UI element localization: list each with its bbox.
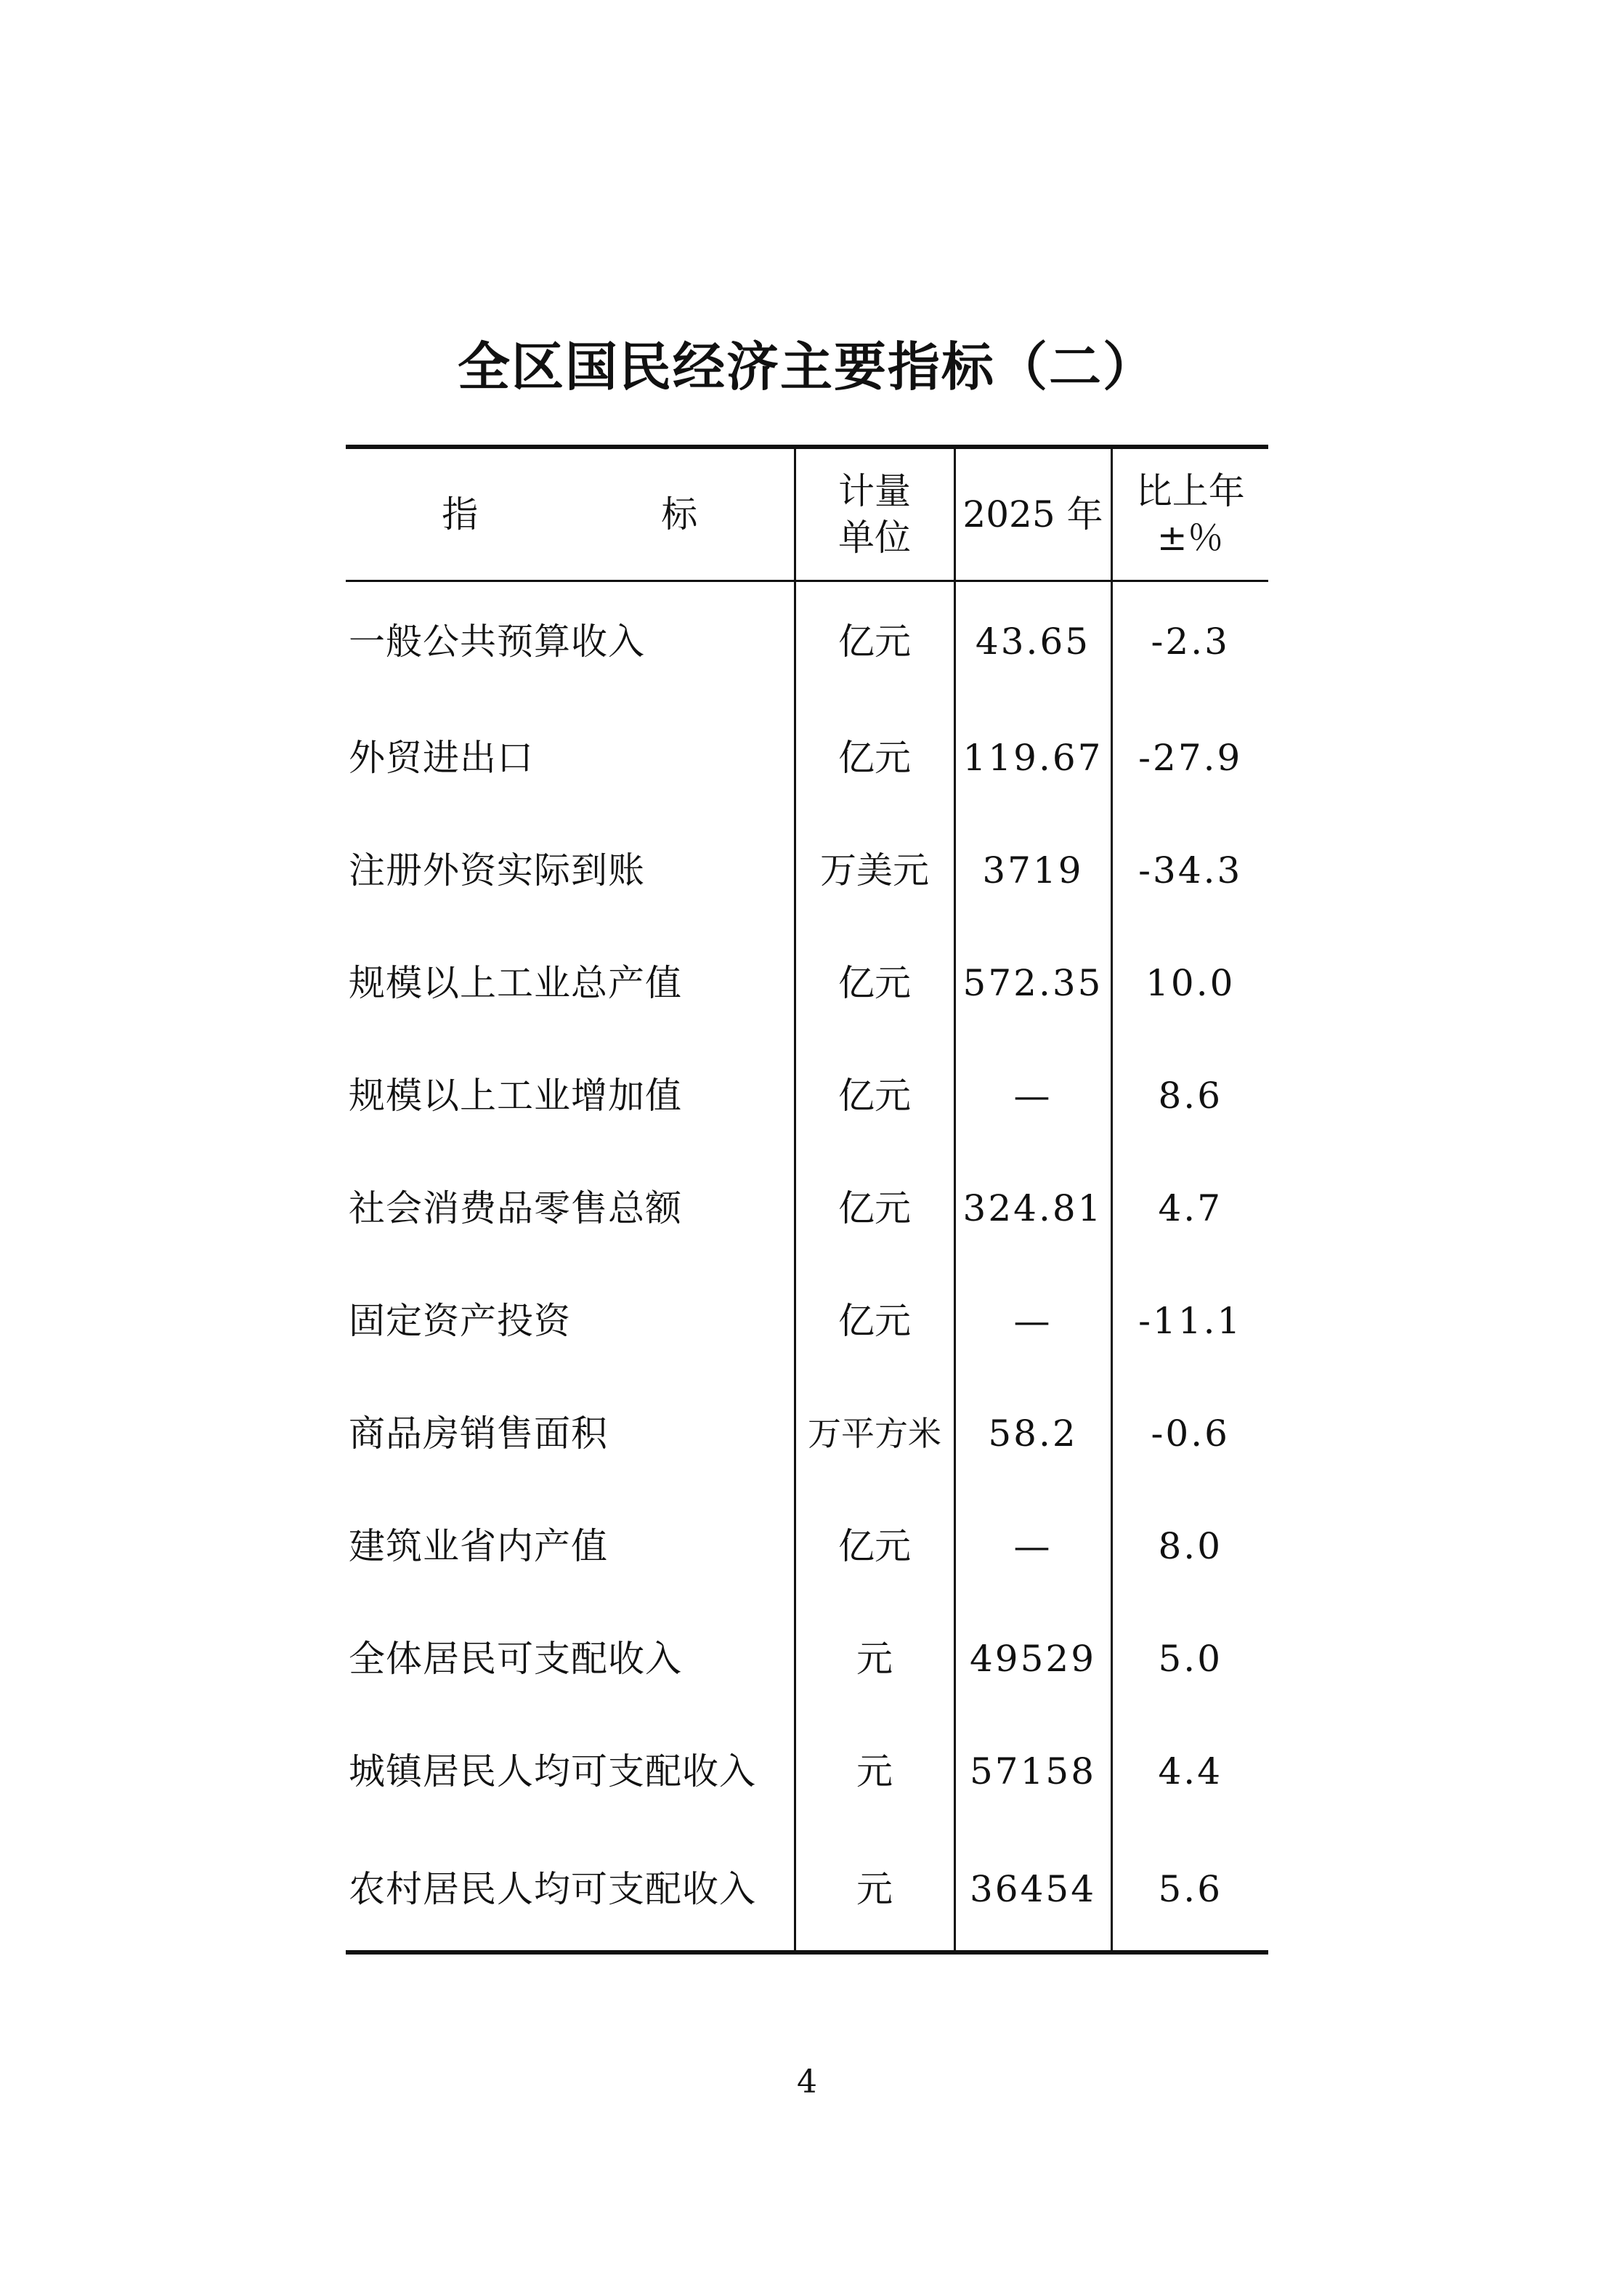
table-row bbox=[346, 1715, 1268, 1828]
row-change-percent: -11.1 bbox=[1111, 1265, 1268, 1378]
row-change-percent: -34.3 bbox=[1111, 814, 1268, 927]
table-row bbox=[346, 1603, 1268, 1715]
row-unit: 元 bbox=[795, 1828, 954, 1952]
row-value-2025: — bbox=[954, 1040, 1111, 1152]
page-title: 全区国民经济主要指标（二） bbox=[457, 336, 1156, 397]
table-row bbox=[346, 1490, 1268, 1603]
table-row bbox=[346, 1828, 1268, 1952]
row-change-percent: 5.0 bbox=[1111, 1603, 1268, 1715]
table-row bbox=[346, 1265, 1268, 1378]
row-unit: 亿元 bbox=[795, 702, 954, 814]
table-header-row bbox=[346, 447, 1268, 581]
row-indicator-name: 固定资产投资 bbox=[349, 1300, 571, 1342]
row-value-2025: 57158 bbox=[954, 1715, 1111, 1828]
row-change-percent: 4.7 bbox=[1111, 1152, 1268, 1265]
row-change-percent: 4.4 bbox=[1111, 1715, 1268, 1828]
table-row bbox=[346, 1040, 1268, 1152]
row-unit: 亿元 bbox=[795, 581, 954, 703]
table-row bbox=[346, 814, 1268, 927]
row-value-2025: 119.67 bbox=[954, 702, 1111, 814]
header-unit: 计量 单位 bbox=[795, 447, 954, 581]
table-row bbox=[346, 1152, 1268, 1265]
row-indicator-name: 规模以上工业增加值 bbox=[349, 1075, 682, 1117]
row-change-percent: 10.0 bbox=[1111, 927, 1268, 1040]
row-value-2025: 324.81 bbox=[954, 1152, 1111, 1265]
row-indicator-name: 建筑业省内产值 bbox=[349, 1525, 608, 1567]
row-unit: 亿元 bbox=[795, 927, 954, 1040]
row-indicator-name: 农村居民人均可支配收入 bbox=[349, 1868, 756, 1910]
row-change-percent: 8.6 bbox=[1111, 1040, 1268, 1152]
row-value-2025: 43.65 bbox=[954, 581, 1111, 703]
row-change-percent: -0.6 bbox=[1111, 1378, 1268, 1490]
row-value-2025: — bbox=[954, 1265, 1111, 1378]
row-value-2025: 3719 bbox=[954, 814, 1111, 927]
header-indicator: 指 标 bbox=[346, 447, 795, 581]
header-change: 比上年 ±％ bbox=[1111, 447, 1268, 581]
row-indicator-name: 城镇居民人均可支配收入 bbox=[349, 1750, 756, 1792]
row-value-2025: — bbox=[954, 1490, 1111, 1603]
row-value-2025: 49529 bbox=[954, 1603, 1111, 1715]
indicator-table-container bbox=[346, 445, 1268, 1955]
row-value-2025: 572.35 bbox=[954, 927, 1111, 1040]
table-row bbox=[346, 581, 1268, 703]
row-unit: 万美元 bbox=[795, 814, 954, 927]
row-indicator-name: 全体居民可支配收入 bbox=[349, 1638, 682, 1680]
row-indicator-name: 商品房销售面积 bbox=[349, 1412, 608, 1455]
row-unit: 亿元 bbox=[795, 1152, 954, 1265]
row-indicator-name: 注册外资实际到账 bbox=[349, 849, 645, 892]
row-change-percent: -27.9 bbox=[1111, 702, 1268, 814]
page-number: 4 bbox=[797, 2063, 817, 2101]
row-unit: 元 bbox=[795, 1603, 954, 1715]
row-unit: 亿元 bbox=[795, 1490, 954, 1603]
header-year: 2025 年 bbox=[954, 447, 1111, 581]
row-value-2025: 36454 bbox=[954, 1828, 1111, 1952]
table-row bbox=[346, 1378, 1268, 1490]
row-indicator-name: 一般公共预算收入 bbox=[349, 621, 645, 663]
row-unit: 亿元 bbox=[795, 1040, 954, 1152]
row-unit: 万平方米 bbox=[795, 1378, 954, 1490]
row-unit: 元 bbox=[795, 1715, 954, 1828]
row-indicator-name: 外贸进出口 bbox=[349, 737, 534, 779]
table-row bbox=[346, 927, 1268, 1040]
row-change-percent: -2.3 bbox=[1111, 581, 1268, 703]
indicator-table bbox=[346, 445, 1268, 1955]
row-value-2025: 58.2 bbox=[954, 1378, 1111, 1490]
table-row bbox=[346, 702, 1268, 814]
row-indicator-name: 社会消费品零售总额 bbox=[349, 1187, 682, 1229]
row-change-percent: 8.0 bbox=[1111, 1490, 1268, 1603]
row-indicator-name: 规模以上工业总产值 bbox=[349, 962, 682, 1004]
row-change-percent: 5.6 bbox=[1111, 1828, 1268, 1952]
row-unit: 亿元 bbox=[795, 1265, 954, 1378]
